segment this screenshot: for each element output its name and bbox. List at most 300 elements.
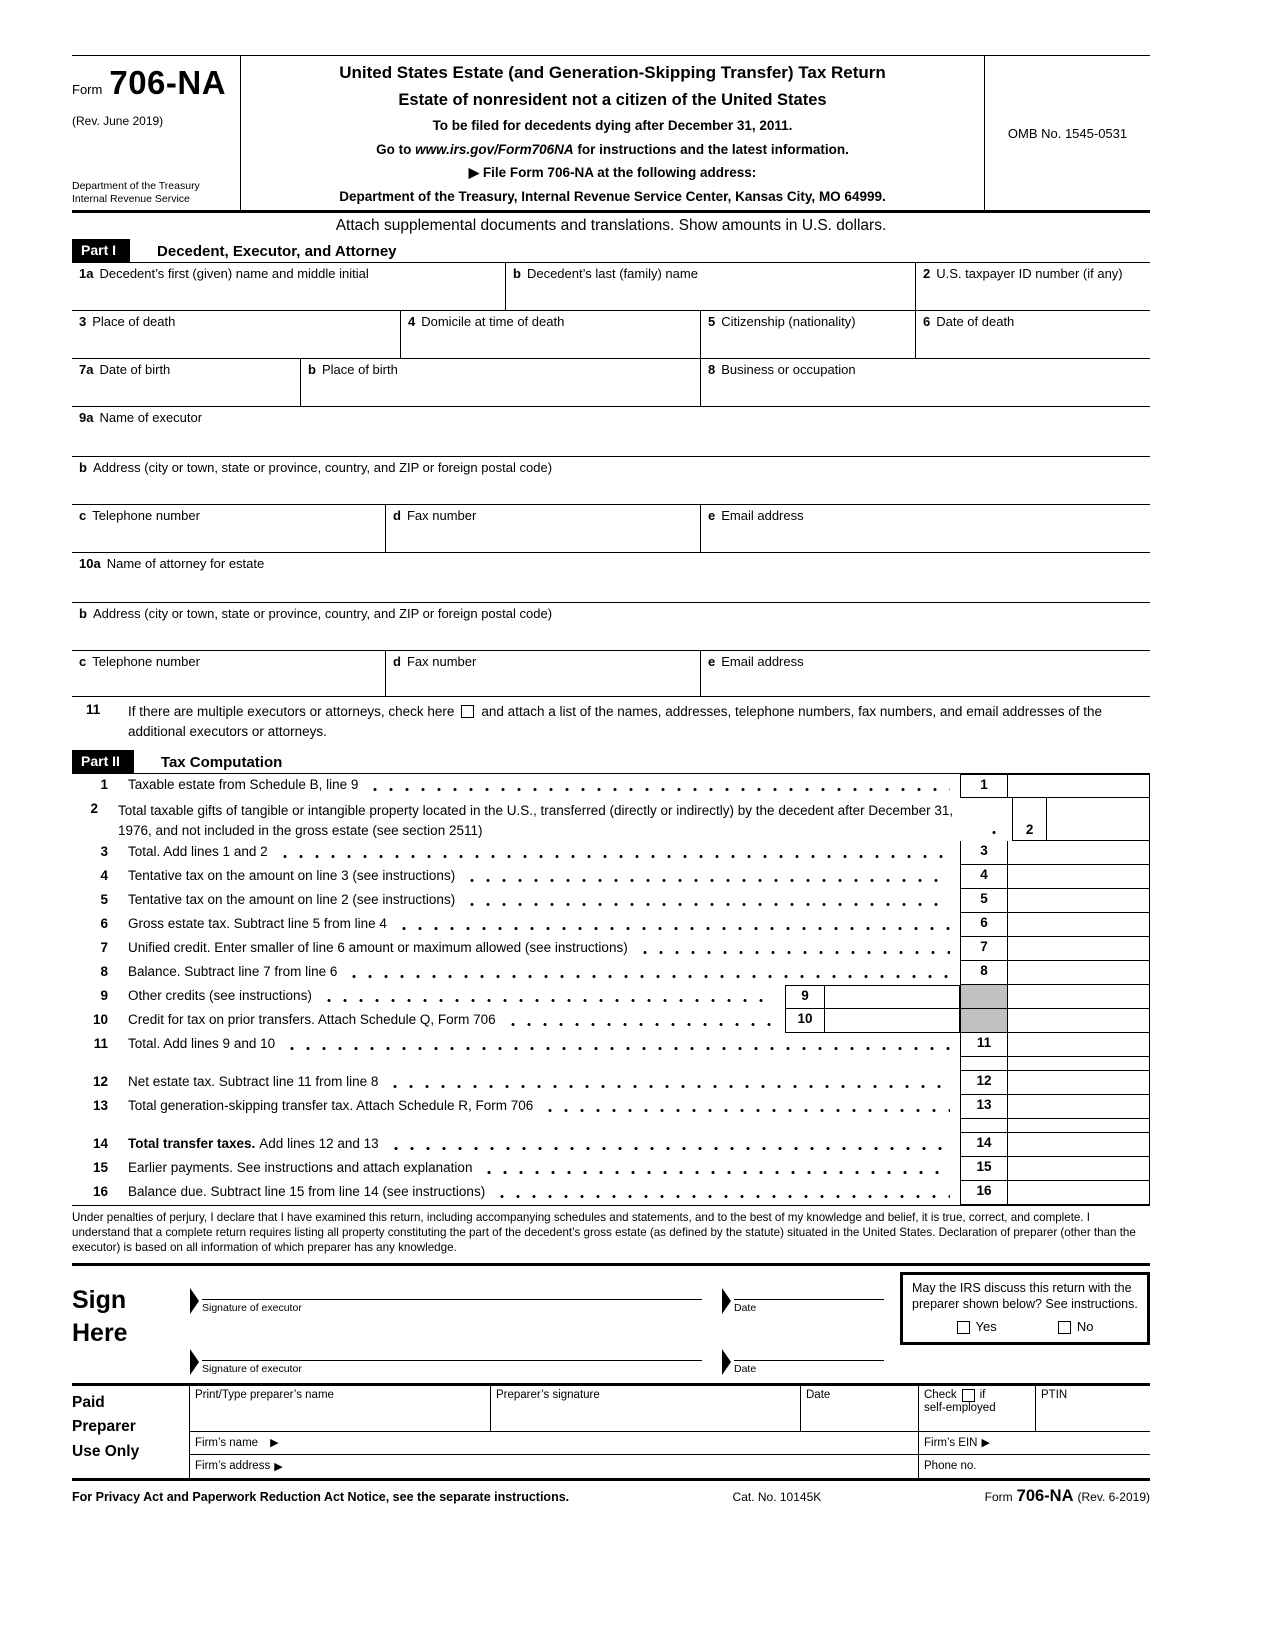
discuss-no-choice xyxy=(1058,1319,1094,1336)
field-number: 10a xyxy=(79,556,101,571)
field-executor-name[interactable] xyxy=(72,407,1150,456)
field-label: Decedent’s last (family) name xyxy=(526,266,698,281)
firm-address-label: Firm’s address xyxy=(195,1460,271,1473)
line-2-amount-field[interactable] xyxy=(1047,798,1150,841)
spacer-box xyxy=(1008,1119,1150,1133)
dot-leader xyxy=(494,1184,950,1205)
field-label: Date of death xyxy=(936,314,1015,329)
form-subtitle: Estate of nonresident not a citizen of the United States xyxy=(398,91,827,110)
field-decedent-first-name[interactable] xyxy=(72,263,505,310)
arrow-icon: ▶ xyxy=(981,1437,990,1450)
irs-discuss-box xyxy=(900,1272,1150,1346)
date-line[interactable] xyxy=(734,1341,884,1361)
multiple-executors-text xyxy=(128,702,1150,743)
line-8-row xyxy=(72,961,1150,985)
field-attorney-name[interactable] xyxy=(72,553,1150,602)
check-word: Check xyxy=(924,1389,957,1402)
line-text: Gross estate tax. Subtract line 5 from line 4 xyxy=(128,915,387,931)
preparer-signature-field[interactable] xyxy=(490,1386,800,1431)
line-description xyxy=(128,774,960,798)
field-label: Citizenship (nationality) xyxy=(721,314,856,329)
field-label: Decedent’s first (given) name and middle initial xyxy=(99,266,369,281)
paid-preparer-section xyxy=(72,1383,1150,1481)
discuss-yes-choice xyxy=(957,1319,997,1336)
line-box: 7 xyxy=(960,937,1008,961)
date-line[interactable] xyxy=(734,1280,884,1300)
arrow-icon: ▶ xyxy=(274,1460,283,1473)
line-box: 5 xyxy=(960,889,1008,913)
preparer-word: Preparer xyxy=(72,1418,136,1436)
form-id-block xyxy=(72,56,240,210)
line-12-amount-field[interactable] xyxy=(1008,1071,1150,1095)
dot-leader xyxy=(481,1160,950,1181)
firm-name-label: Firm’s name xyxy=(195,1436,259,1449)
no-label: No xyxy=(1076,1318,1094,1334)
field-number: c xyxy=(79,654,87,669)
form-number: 706-NA xyxy=(109,64,227,101)
field-number: 3 xyxy=(79,314,87,329)
line-10-row xyxy=(72,1009,1150,1033)
dot-leader xyxy=(321,988,775,1009)
signature-arrow-icon xyxy=(190,1349,199,1375)
field-label: Business or occupation xyxy=(721,362,856,377)
multiple-executors-pre: If there are multiple executors or attorneys, check here xyxy=(128,704,455,719)
spacer xyxy=(72,1119,128,1133)
line-number: 11 xyxy=(93,1035,108,1051)
part2-spacer-row xyxy=(72,1057,1150,1071)
line-9-row xyxy=(72,985,1150,1009)
signature-arrow-icon xyxy=(190,1288,199,1314)
line-number: 3 xyxy=(100,843,108,859)
executor-signature-field[interactable] xyxy=(202,1280,702,1314)
line-text xyxy=(128,1136,379,1157)
part1-row-2 xyxy=(72,311,1150,359)
line-description xyxy=(128,889,960,913)
firm-ein-field[interactable] xyxy=(918,1432,1150,1454)
line-16-row xyxy=(72,1181,1150,1205)
signature-date-field[interactable] xyxy=(734,1341,884,1375)
signature-area xyxy=(190,1272,900,1375)
line-description xyxy=(128,961,960,985)
field-label: U.S. taxpayer ID number (if any) xyxy=(936,266,1123,281)
form-id xyxy=(72,64,234,102)
line-6-row xyxy=(72,913,1150,937)
field-number: 8 xyxy=(708,362,716,377)
line-number: 8 xyxy=(100,963,108,979)
line-9-right-cell xyxy=(1008,985,1150,1009)
preparer-row-2 xyxy=(190,1432,1150,1455)
file-address-note xyxy=(253,165,972,181)
field-domicile-at-death[interactable] xyxy=(400,311,700,358)
firm-address-field[interactable] xyxy=(190,1455,918,1478)
field-label: Fax number xyxy=(406,508,477,523)
line-box: 16 xyxy=(960,1181,1008,1205)
field-label: Date of birth xyxy=(99,362,171,377)
line-5-amount-field[interactable] xyxy=(1008,889,1150,913)
line-description xyxy=(118,798,1012,841)
field-label: Place of birth xyxy=(321,362,398,377)
line-box: 15 xyxy=(960,1157,1008,1181)
ptin-field[interactable] xyxy=(1035,1386,1150,1431)
line-number: 10 xyxy=(92,1011,108,1027)
catalog-number: Cat. No. 10145K xyxy=(732,1489,822,1504)
line-15-row xyxy=(72,1157,1150,1181)
executor-signature-field[interactable] xyxy=(202,1341,702,1375)
dot-leader xyxy=(388,1136,950,1157)
preparer-name-label: Print/Type preparer’s name xyxy=(195,1388,334,1401)
dot-leader xyxy=(637,940,950,961)
preparer-name-field[interactable] xyxy=(190,1386,490,1431)
self-employed-cell xyxy=(918,1386,1035,1431)
line-1-row xyxy=(72,774,1150,798)
field-executor-telephone[interactable] xyxy=(72,505,385,552)
line-text: Total generation-skipping transfer tax. Attach Schedule R, Form 706 xyxy=(128,1097,534,1113)
field-label: Address (city or town, state or province, country, and ZIP or foreign postal code) xyxy=(92,460,553,475)
field-number: 6 xyxy=(923,314,931,329)
line-description xyxy=(128,1033,960,1057)
field-number: c xyxy=(79,508,87,523)
field-label: Telephone number xyxy=(92,654,200,669)
line-text: Balance due. Subtract line 15 from line 14 (see instructions) xyxy=(128,1183,486,1199)
phone-field[interactable] xyxy=(918,1455,1150,1478)
filed-note: To be filed for decedents dying after December 31, 2011. xyxy=(432,118,793,134)
line-4-row xyxy=(72,865,1150,889)
line-number: 1 xyxy=(100,776,108,792)
line-description xyxy=(128,1157,960,1181)
spacer-box xyxy=(960,1057,1008,1071)
irs-discuss-choices xyxy=(912,1319,1138,1336)
field-number: b xyxy=(308,362,316,377)
check-if-line xyxy=(924,1389,1030,1402)
line-9-amount-field[interactable] xyxy=(825,985,960,1009)
shaded-cell xyxy=(960,985,1008,1009)
field-label: Name of attorney for estate xyxy=(106,556,265,571)
field-number: 2 xyxy=(923,266,931,281)
part1-header xyxy=(72,239,1150,263)
dot-leader xyxy=(464,868,950,889)
field-number: 4 xyxy=(408,314,416,329)
arrow-icon: ▶ xyxy=(270,1437,279,1450)
field-number: b xyxy=(513,266,521,281)
line-description xyxy=(128,985,785,1009)
line-11-row xyxy=(72,1033,1150,1057)
field-number: b xyxy=(79,606,87,621)
date-label: Date xyxy=(734,1301,757,1314)
part2-title: Tax Computation xyxy=(160,753,283,771)
field-label: Name of executor xyxy=(99,410,203,425)
field-label: Address (city or town, state or province, country, and ZIP or foreign postal code) xyxy=(92,606,553,621)
line-description xyxy=(128,841,960,865)
field-executor-email[interactable] xyxy=(700,505,1150,552)
line-text: Other credits (see instructions) xyxy=(128,987,312,1003)
line-13-amount-field[interactable] xyxy=(1008,1095,1150,1119)
line-14-row xyxy=(72,1133,1150,1157)
paid-preparer-label xyxy=(72,1386,190,1478)
part1-row-7 xyxy=(72,553,1150,603)
line-box: 14 xyxy=(960,1133,1008,1157)
line-11-amount-field[interactable] xyxy=(1008,1033,1150,1057)
part1-row-5 xyxy=(72,457,1150,505)
spacer-box xyxy=(1008,1057,1150,1071)
line-4-amount-field[interactable] xyxy=(1008,865,1150,889)
spacer xyxy=(72,1057,128,1071)
preparer-date-field[interactable] xyxy=(800,1386,918,1431)
irs-url: www.irs.gov/Form706NA xyxy=(415,141,574,157)
line-15-amount-field[interactable] xyxy=(1008,1157,1150,1181)
multiple-executors-post: and attach a list of the names, addresses, telephone numbers, fax numbers, and email addresses of the additional executors or attorneys. xyxy=(128,704,1103,740)
spacer xyxy=(128,1057,960,1071)
dot-leader xyxy=(505,1012,775,1033)
form-word: Form xyxy=(72,82,103,97)
mailing-address: Department of the Treasury, Internal Revenue Service Center, Kansas City, MO 64999. xyxy=(339,188,886,204)
line-box: 8 xyxy=(960,961,1008,985)
field-label: Email address xyxy=(721,508,804,523)
field-attorney-address[interactable] xyxy=(72,603,1150,650)
line-inner-box: 10 xyxy=(785,1009,825,1033)
line-description xyxy=(128,1071,960,1095)
field-number: b xyxy=(79,460,87,475)
line-text-bold: Total transfer taxes. xyxy=(128,1135,256,1151)
line-description xyxy=(128,1133,960,1157)
form-revision: (Rev. June 2019) xyxy=(72,114,164,128)
field-business-occupation[interactable] xyxy=(700,359,1150,406)
multiple-executors-checkbox[interactable] xyxy=(461,705,474,718)
dept-line-2: Internal Revenue Service xyxy=(72,192,190,205)
field-number: e xyxy=(708,508,716,523)
here-word: Here xyxy=(72,1319,128,1348)
discuss-yes-checkbox[interactable] xyxy=(957,1321,970,1334)
goto-instructions xyxy=(253,142,972,157)
part2-header xyxy=(72,750,1150,774)
part1-badge: Part I xyxy=(72,239,130,262)
line-number: 15 xyxy=(92,1159,108,1175)
field-number: 9a xyxy=(79,410,94,425)
line-text: Net estate tax. Subtract line 11 from line 8 xyxy=(128,1073,379,1089)
footer-form-id xyxy=(985,1487,1150,1506)
part2-table xyxy=(72,774,1150,1205)
field-label: Email address xyxy=(721,654,804,669)
line-box: 11 xyxy=(960,1033,1008,1057)
discuss-no-checkbox[interactable] xyxy=(1058,1321,1071,1334)
part1-row-8 xyxy=(72,603,1150,651)
part1-row-1 xyxy=(72,263,1150,311)
line-7-amount-field[interactable] xyxy=(1008,937,1150,961)
signature-label: Signature of executor xyxy=(202,1362,302,1375)
ptin-label: PTIN xyxy=(1041,1388,1068,1401)
field-label: Telephone number xyxy=(92,508,200,523)
line-text: Unified credit. Enter smaller of line 6 amount or maximum allowed (see instructions) xyxy=(128,939,628,955)
line-box: 12 xyxy=(960,1071,1008,1095)
dot-leader xyxy=(284,1036,950,1057)
line-8-amount-field[interactable] xyxy=(1008,961,1150,985)
signature-label: Signature of executor xyxy=(202,1301,302,1314)
signature-line[interactable] xyxy=(202,1341,702,1361)
field-label: Domicile at time of death xyxy=(421,314,565,329)
line-number: 13 xyxy=(92,1097,108,1113)
line-number: 7 xyxy=(100,939,108,955)
field-number: d xyxy=(393,508,401,523)
self-employed-label: self-employed xyxy=(924,1401,996,1414)
field-us-taxpayer-id[interactable] xyxy=(915,263,1150,310)
line-1-amount-field[interactable] xyxy=(1008,774,1150,798)
line-text: Credit for tax on prior transfers. Attach Schedule Q, Form 706 xyxy=(128,1011,496,1027)
part2-spacer-row xyxy=(72,1119,1150,1133)
field-number: 7a xyxy=(79,362,94,377)
preparer-grid xyxy=(190,1386,1150,1478)
privacy-act-notice: For Privacy Act and Paperwork Reduction Act Notice, see the separate instructions. xyxy=(72,1489,570,1504)
line-number: 12 xyxy=(92,1073,108,1089)
preparer-date-label: Date xyxy=(806,1388,831,1401)
line-box: 1 xyxy=(960,774,1008,798)
dot-leader xyxy=(542,1098,950,1119)
line-text: Taxable estate from Schedule B, line 9 xyxy=(128,776,359,792)
line-3-amount-field[interactable] xyxy=(1008,841,1150,865)
dept-line-1: Department of the Treasury xyxy=(72,179,200,192)
line-box: 4 xyxy=(960,865,1008,889)
dot-leader xyxy=(986,801,1002,841)
field-number: 1a xyxy=(79,266,94,281)
line-inner-box: 9 xyxy=(785,985,825,1009)
line-14-amount-field[interactable] xyxy=(1008,1133,1150,1157)
signature-row xyxy=(190,1280,884,1314)
form-title-block xyxy=(240,56,985,210)
if-word: if xyxy=(979,1389,986,1402)
line-box: 3 xyxy=(960,841,1008,865)
preparer-signature-label: Preparer’s signature xyxy=(496,1388,600,1401)
part1-title: Decedent, Executor, and Attorney xyxy=(157,243,397,260)
footer-form-number: 706-NA xyxy=(1016,1486,1074,1505)
field-attorney-telephone[interactable] xyxy=(72,651,385,696)
footer-revision: (Rev. 6-2019) xyxy=(1077,1489,1150,1504)
line-description xyxy=(128,1181,960,1205)
field-place-of-birth[interactable] xyxy=(300,359,700,406)
line-description xyxy=(128,913,960,937)
line-3-row xyxy=(72,841,1150,865)
line-10-right-cell xyxy=(1008,1009,1150,1033)
signature-date-field[interactable] xyxy=(734,1280,884,1314)
dot-leader xyxy=(367,777,950,798)
field-decedent-last-name[interactable] xyxy=(505,263,915,310)
sign-word: Sign xyxy=(72,1285,127,1314)
sign-here-section xyxy=(72,1263,1150,1383)
paid-word: Paid xyxy=(72,1393,105,1411)
line-description xyxy=(128,1095,960,1119)
line-description xyxy=(128,1009,785,1033)
line-number: 16 xyxy=(92,1183,108,1199)
line-text: Total taxable gifts of tangible or intangible property located in the U.S., transferred (directly or indirectly) by the decedent after December 31, 1976, and not included in the gross estate (see section 2511) xyxy=(117,802,954,838)
line-2-row xyxy=(72,798,1150,841)
part1-row-11 xyxy=(72,697,1150,750)
line-6-amount-field[interactable] xyxy=(1008,913,1150,937)
line-10-amount-field[interactable] xyxy=(825,1009,960,1033)
firm-ein-label: Firm’s EIN xyxy=(924,1436,978,1449)
field-attorney-fax[interactable] xyxy=(385,651,700,696)
line-number: 14 xyxy=(92,1135,108,1151)
form-header xyxy=(72,55,1150,213)
goto-post: for instructions and the latest information. xyxy=(573,141,849,157)
line-12-row xyxy=(72,1071,1150,1095)
line-13-row xyxy=(72,1095,1150,1119)
date-arrow-icon xyxy=(722,1349,731,1375)
spacer xyxy=(128,1119,960,1133)
line-text: Balance. Subtract line 7 from line 6 xyxy=(128,963,338,979)
field-number: d xyxy=(393,654,401,669)
line-7-row xyxy=(72,937,1150,961)
part2-badge: Part II xyxy=(72,750,134,773)
spacer-box xyxy=(960,1119,1008,1133)
date-arrow-icon xyxy=(722,1288,731,1314)
dot-leader xyxy=(387,1074,950,1095)
attach-note: Attach supplemental documents and translations. Show amounts in U.S. dollars. xyxy=(335,217,887,234)
field-citizenship[interactable] xyxy=(700,311,915,358)
yes-label: Yes xyxy=(975,1318,997,1334)
field-executor-fax[interactable] xyxy=(385,505,700,552)
line-box: 6 xyxy=(960,913,1008,937)
field-date-of-birth[interactable] xyxy=(72,359,300,406)
field-place-of-death[interactable] xyxy=(72,311,400,358)
signature-line[interactable] xyxy=(202,1280,702,1300)
field-executor-address[interactable] xyxy=(72,457,1150,504)
date-label: Date xyxy=(734,1362,757,1375)
field-number: 11 xyxy=(86,702,101,717)
line-text-rest: Add lines 12 and 13 xyxy=(259,1135,379,1151)
field-label: Fax number xyxy=(406,654,477,669)
omb-number: OMB No. 1545-0531 xyxy=(1007,125,1128,141)
signature-row xyxy=(190,1341,884,1375)
irs-discuss-text: May the IRS discuss this return with the preparer shown below? See instructions. xyxy=(912,1280,1138,1311)
line-description xyxy=(128,937,960,961)
page-footer xyxy=(72,1481,1150,1506)
part1-row-6 xyxy=(72,505,1150,553)
sign-here-label xyxy=(72,1272,190,1375)
line-text: Tentative tax on the amount on line 3 (see instructions) xyxy=(128,867,456,883)
line-16-amount-field[interactable] xyxy=(1008,1181,1150,1205)
field-date-of-death[interactable] xyxy=(915,311,1150,358)
line-text: Tentative tax on the amount on line 2 (see instructions) xyxy=(128,891,456,907)
omb-box xyxy=(985,56,1150,210)
field-label: Place of death xyxy=(92,314,176,329)
preparer-row-3 xyxy=(190,1455,1150,1478)
shaded-cell xyxy=(960,1009,1008,1033)
part1-row-3 xyxy=(72,359,1150,407)
preparer-row-1 xyxy=(190,1386,1150,1432)
field-attorney-email[interactable] xyxy=(700,651,1150,696)
goto-pre: Go to xyxy=(376,141,416,157)
line-text: Total. Add lines 1 and 2 xyxy=(128,843,268,859)
dot-leader xyxy=(396,916,950,937)
part1-row-9 xyxy=(72,651,1150,697)
dot-leader xyxy=(464,892,950,913)
phone-label: Phone no. xyxy=(924,1460,977,1473)
line-box: 13 xyxy=(960,1095,1008,1119)
perjury-statement: Under penalties of perjury, I declare that I have examined this return, including accompanying schedules and statements, and to the best of my knowledge and belief, it is true, correct, and complete. I understand that a complete return requires listing all property constituting the part of the decedent’s gross estate (as defined by the statute) situated in the United States. Declaration of preparer (other than the executor) is based on all information of which preparer has any knowledge. xyxy=(72,1205,1150,1263)
line-number: 6 xyxy=(100,915,108,931)
dot-leader xyxy=(277,844,950,865)
self-employed-checkbox[interactable] xyxy=(962,1389,975,1402)
line-number: 4 xyxy=(100,867,108,883)
firm-name-field[interactable] xyxy=(190,1432,918,1454)
use-only-word: Use Only xyxy=(72,1443,140,1461)
line-number: 5 xyxy=(100,891,108,907)
footer-form-word: Form xyxy=(984,1489,1013,1504)
line-description xyxy=(128,865,960,889)
treasury-dept-label xyxy=(72,180,234,206)
dot-leader xyxy=(346,964,950,985)
line-number: 9 xyxy=(100,987,108,1003)
file-at-text: File Form 706-NA at the following address: xyxy=(479,164,757,180)
form-title: United States Estate (and Generation-Skipping Transfer) Tax Return xyxy=(339,63,886,82)
field-number: e xyxy=(708,654,716,669)
